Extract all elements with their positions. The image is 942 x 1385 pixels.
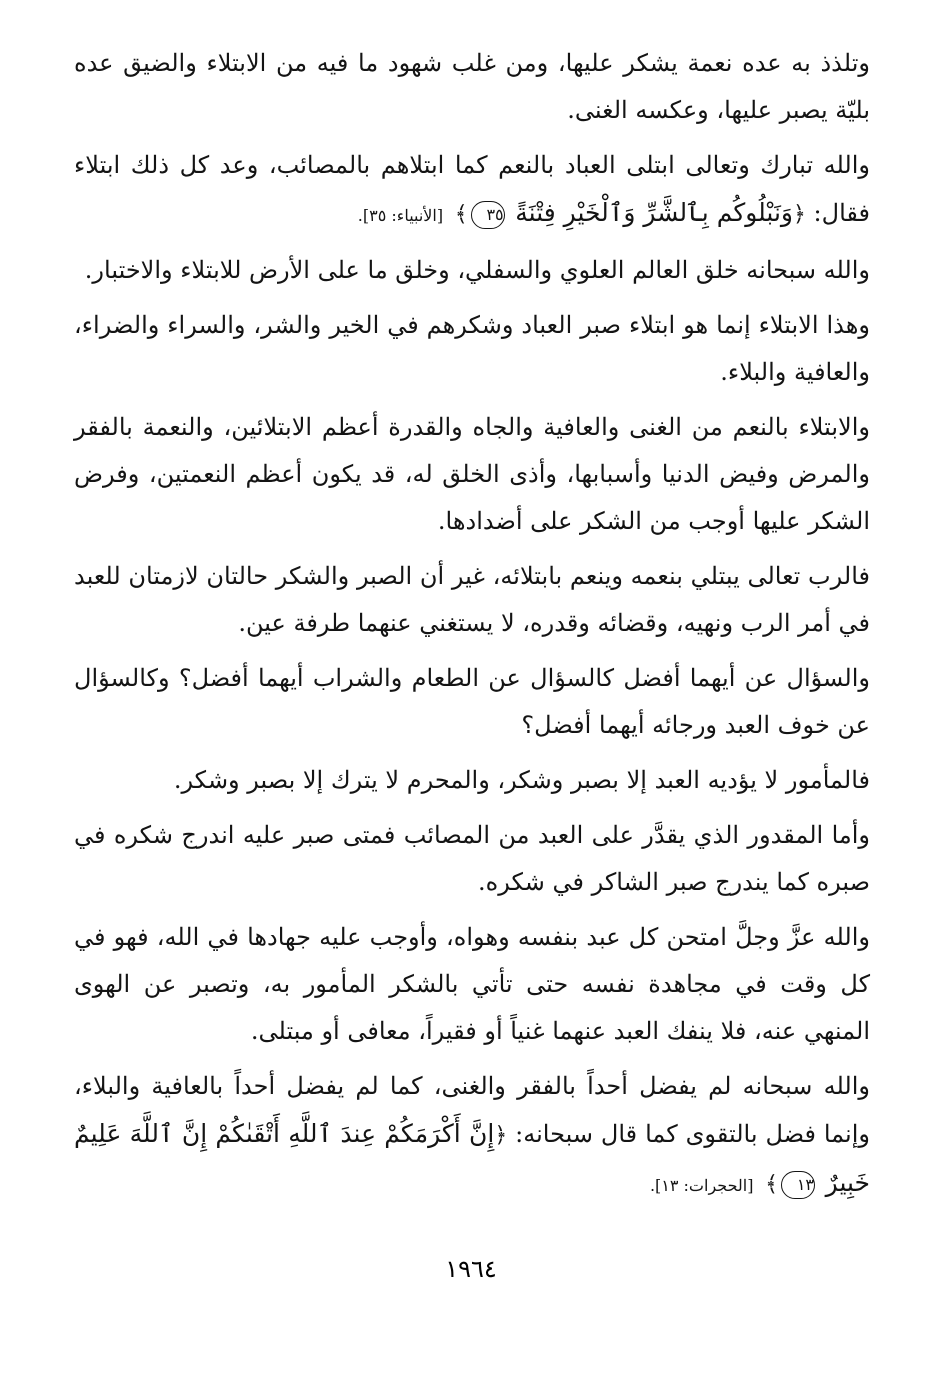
paragraph — [74, 302, 870, 396]
quran-bracket-close: ﴾ — [765, 1172, 779, 1197]
quran-verse: إِنَّ أَكْرَمَكُمْ عِندَ ٱللَّهِ أَتْقَىٰكُمْ إِنَّ ٱللَّهَ عَلِيمٌ خَبِيرٌ — [74, 1119, 870, 1197]
paragraph-text: والله سبحانه خلق العالم العلوي والسفلي، وخلق ما على الأرض للابتلاء والاختبار. — [84, 256, 870, 284]
paragraph — [74, 553, 870, 647]
quran-bracket-open: ﴿ — [793, 202, 806, 227]
quran-bracket-close: ﴾ — [454, 202, 468, 227]
paragraph-text: فالرب تعالى يبتلي بنعمه وينعم بابتلائه، غير أن الصبر والشكر حالتان لازمتان للعبد في أمر الرب ونهيه، وقضائه وقدره، لا يستغني عنهما طرفة عين. — [74, 562, 870, 637]
paragraph — [74, 655, 870, 749]
paragraph — [74, 404, 870, 545]
paragraph-text: والسؤال عن أيهما أفضل كالسؤال عن الطعام والشراب أيهما أفضل؟ وكالسؤال عن خوف العبد ورجائه أيهما أفضل؟ — [74, 664, 870, 739]
paragraph-text: والله سبحانه لم يفضل أحداً بالفقر والغنى، كما لم يفضل أحداً بالعافية والبلاء، وإنما فضل بالتقوى كما قال سبحانه: — [74, 1072, 870, 1148]
paragraph-text: فالمأمور لا يؤديه العبد إلا بصبر وشكر، والمحرم لا يترك إلا بصبر وشكر. — [173, 766, 870, 794]
paragraph-text: والله تبارك وتعالى ابتلى العباد بالنعم كما ابتلاهم بالمصائب، وعد كل ذلك ابتلاء فقال: — [74, 151, 870, 227]
paragraph-text: وهذا الابتلاء إنما هو ابتلاء صبر العباد وشكرهم في الخير والشر، والسراء والضراء، والعافية والبلاء. — [74, 311, 870, 386]
paragraph — [74, 247, 870, 294]
verse-reference: [الأنبياء: ٣٥]. — [357, 206, 444, 225]
paragraph-text: وأما المقدور الذي يقدَّر على العبد من المصائب فمتى صبر عليه اندرج شكره في صبره كما يندرج صبر الشاكر في شكره. — [74, 821, 870, 896]
paragraph-text: وتلذذ به عده نعمة يشكر عليها، ومن غلب شهود ما فيه من الابتلاء والضيق عده بليّة يصبر عليها، وعكسه الغنى. — [74, 49, 870, 124]
verse-reference: [الحجرات: ١٣]. — [649, 1176, 754, 1195]
quran-bracket-open: ﴿ — [494, 1123, 508, 1148]
paragraph — [74, 812, 870, 906]
paragraph — [74, 757, 870, 804]
page-number: ١٩٦٤ — [445, 1257, 497, 1283]
book-page — [74, 40, 870, 1340]
paragraph-with-verse — [74, 142, 870, 239]
quran-verse: وَنَبْلُوكُم بِٱلشَّرِّ وَٱلْخَيْرِ فِتْنَةً — [515, 198, 794, 227]
paragraph-with-verse — [74, 1063, 870, 1209]
paragraph-text: والله عزَّ وجلَّ امتحن كل عبد بنفسه وهواه، وأوجب عليه جهادها في الله، فهو في كل وقت في مجاهدة نفسه حتى تأتي بالشكر المأمور به، وتصبر عن الهوى المنهي عنه، فلا ينفك العبد عنهما غنياً أو فقيراً، معافى أو مبتلى. — [74, 923, 870, 1045]
paragraph — [74, 914, 870, 1055]
ayah-number-marker: ١٣ — [781, 1171, 815, 1199]
paragraph-text: والابتلاء بالنعم من الغنى والعافية والجاه والقدرة أعظم الابتلائين، والنعمة بالفقر والمرض وفيض الدنيا وأسبابها، وأذى الخلق له، قد يكون أعظم النعمتين، وفرض الشكر عليها أوجب من الشكر على أضدادها. — [74, 413, 870, 535]
paragraph — [74, 40, 870, 134]
ayah-number-marker: ٣٥ — [471, 201, 505, 229]
